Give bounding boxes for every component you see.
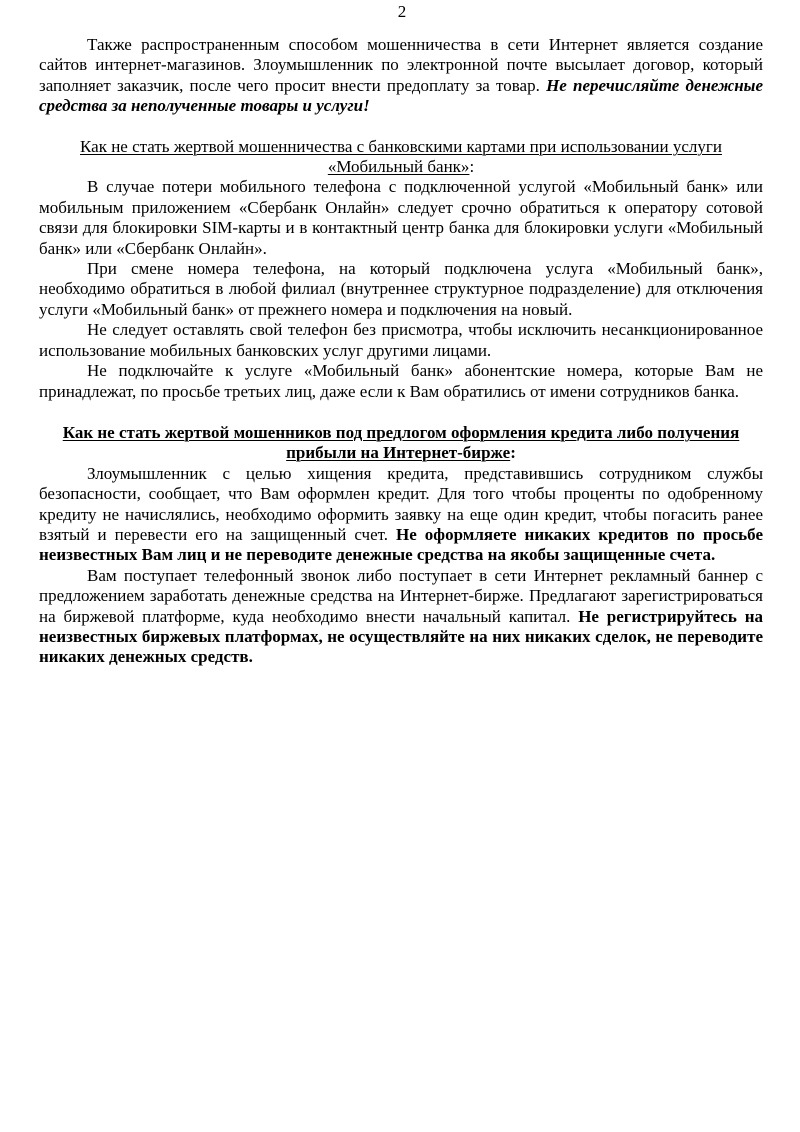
intro-paragraph — [39, 35, 763, 117]
section2-p2-text: Вам поступает телефонный звонок либо поступает в сети Интернет рекламный баннер с предложением заработать денежные средства на Интернет-бирже. Предлагают зарегистрироваться на биржевой платформе, куда необходимо внести начальный капитал. — [39, 565, 763, 626]
section1-heading-suffix: : — [469, 157, 475, 177]
spacer — [39, 402, 763, 423]
section2-paragraph-2 — [39, 566, 763, 668]
section1-heading — [39, 137, 763, 178]
section2-heading-suffix: : — [510, 443, 516, 463]
spacer — [39, 117, 763, 137]
document-page — [39, 0, 763, 668]
section2-p2-warning: Не регистрируйтесь на неизвестных биржевых платформах, не осуществляйте на них никаких сделок, не переводите никаких денежных средств. — [39, 606, 763, 667]
intro-warning: Не перечисляйте денежные средства за неполученные товары и услуги! — [39, 75, 764, 116]
section2-p1-warning: Не оформляете никаких кредитов по просьбе неизвестных Вам лиц и не переводите денежные средства на якобы защищенные счета. — [39, 524, 763, 565]
section1-paragraph-1: В случае потери мобильного телефона с подключенной услугой «Мобильный банк» или мобильным приложением «Сбербанк Онлайн» следует срочно обратиться к оператору сотовой связи для блокировки SIM-карты и в контактный центр банка для блокировки услуги «Мобильный банк» или «Сбербанк Онлайн». — [39, 177, 763, 258]
section2-paragraph-1 — [39, 464, 763, 566]
section1-paragraph-3: Не следует оставлять свой телефон без присмотра, чтобы исключить несанкционированное использование мобильных банковских услуг другими лицами. — [39, 320, 763, 360]
page-number: 2 — [397, 2, 407, 21]
section1-paragraph-2: При смене номера телефона, на который подключена услуга «Мобильный банк», необходимо обратиться в любой филиал (внутреннее структурное подразделение) для отключения услуги «Мобильный банк» от прежнего номера и подключения на новый. — [39, 259, 763, 319]
section2-heading-text: Как не стать жертвой мошенников под предлогом оформления кредита либо получения прибыли на Интернет-бирже — [62, 422, 740, 463]
section1-paragraph-4: Не подключайте к услуге «Мобильный банк» абонентские номера, которые Вам не принадлежат, по просьбе третьих лиц, даже если к Вам обратились от имени сотрудников банка. — [39, 361, 763, 401]
section2-p1-text: Злоумышленник с целью хищения кредита, представившись сотрудником службы безопасности, сообщает, что Вам оформлен кредит. Для того чтобы проценты по одобренному кредиту не начислялись, необходимо оформить заявку на еще один кредит, чтобы погасить ранее взятый и перевести его на защищенный счет. — [39, 463, 763, 544]
intro-text: Также распространенным способом мошенничества в сети Интернет является создание сайтов интернет-магазинов. Злоумышленник по электронной почте высылает договор, который заполняет заказчик, после чего просит внести предоплату за товар. — [39, 35, 763, 95]
section2-heading — [39, 423, 763, 464]
section1-heading-text: Как не стать жертвой мошенничества с банковскими картами при использовании услуги «Мобильный банк» — [80, 136, 722, 177]
